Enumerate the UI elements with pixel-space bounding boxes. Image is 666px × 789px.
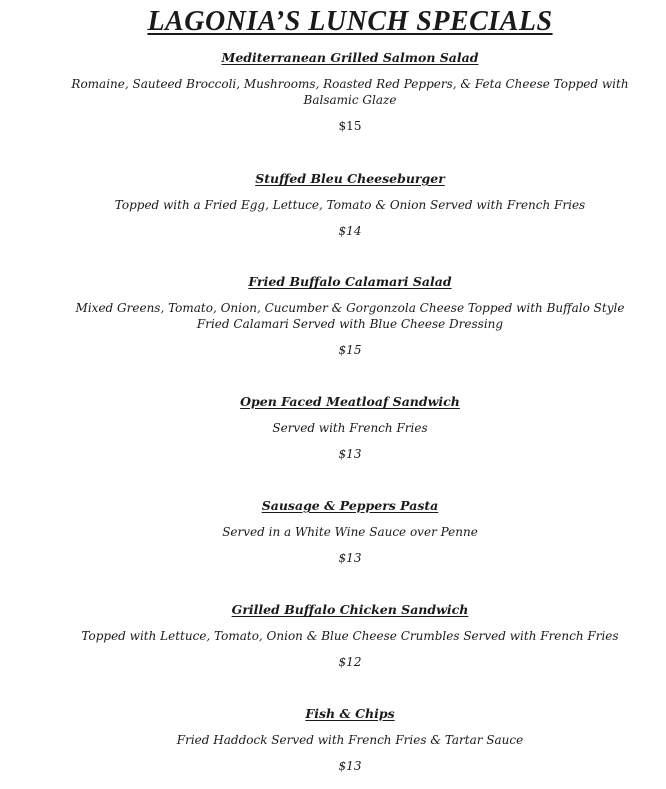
- item-price: $12: [338, 655, 362, 669]
- item-price: $14: [338, 224, 362, 238]
- item-name: Mediterranean Grilled Salmon Salad: [221, 50, 479, 65]
- item-description: Topped with Lettuce, Tomato, Onion & Blue Cheese Crumbles Served with French Fries: [81, 629, 619, 643]
- item-description: Mixed Greens, Tomato, Onion, Cucumber & Gorgonzola Cheese Topped with Buffalo Style Fried Calamari Served with Blue Cheese Dressing: [75, 301, 625, 331]
- menu-item-calamari-salad: [0, 274, 666, 358]
- menu-title: LAGONIA’S LUNCH SPECIALS: [147, 6, 553, 37]
- item-name: Grilled Buffalo Chicken Sandwich: [231, 602, 469, 617]
- item-name: Stuffed Bleu Cheeseburger: [255, 171, 445, 186]
- item-price: $13: [338, 447, 362, 461]
- item-price: $13: [338, 759, 362, 773]
- item-price: $13: [338, 551, 362, 565]
- menu-item-fish-and-chips: [0, 706, 666, 774]
- item-description: Served in a White Wine Sauce over Penne: [222, 525, 478, 539]
- item-name: Fried Buffalo Calamari Salad: [248, 274, 452, 289]
- item-name: Fish & Chips: [305, 706, 395, 721]
- item-name: Sausage & Peppers Pasta: [261, 498, 439, 513]
- item-description: Romaine, Sauteed Broccoli, Mushrooms, Roasted Red Peppers, & Feta Cheese Topped with Balsamic Glaze: [71, 77, 629, 107]
- item-description: Served with French Fries: [272, 421, 428, 435]
- menu-item-buffalo-chicken-sandwich: [0, 602, 666, 670]
- item-price: $15: [338, 343, 362, 357]
- item-price: $15: [338, 119, 362, 133]
- menu-item-cheeseburger: [0, 171, 666, 239]
- item-description: Topped with a Fried Egg, Lettuce, Tomato & Onion Served with French Fries: [114, 198, 586, 212]
- menu-item-sausage-pasta: [0, 498, 666, 566]
- item-name: Open Faced Meatloaf Sandwich: [240, 394, 460, 409]
- item-description: Fried Haddock Served with French Fries & Tartar Sauce: [176, 733, 524, 747]
- menu-item-salmon-salad: [0, 50, 666, 134]
- menu-item-meatloaf-sandwich: [0, 394, 666, 462]
